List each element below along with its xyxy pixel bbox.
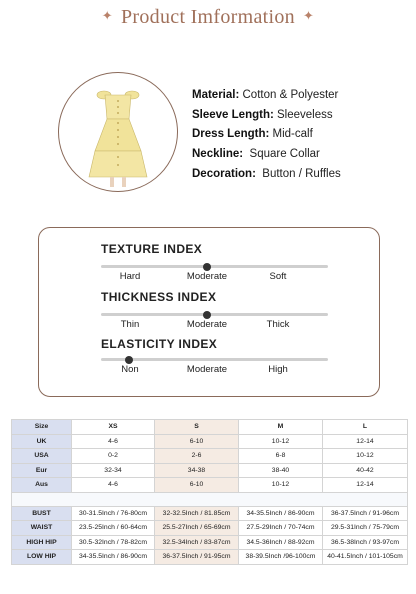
thickness-label-low: Thin: [120, 319, 140, 330]
texture-index-knob: [203, 263, 211, 271]
table-cell: 38-39.5Inch /96-100cm: [239, 550, 323, 565]
thickness-label-high: Thick: [266, 319, 290, 330]
info-key: Sleeve Length:: [192, 108, 274, 121]
table-row: [12, 434, 408, 449]
table-cell: 10-12: [239, 434, 323, 449]
table-cell: 40-41.5Inch / 101-105cm: [323, 550, 408, 565]
table-spacer-cell: [12, 492, 408, 506]
table-cell: 36-37.5Inch / 91-96cm: [323, 506, 408, 521]
table-cell: L: [323, 420, 408, 435]
thickness-index-knob: [203, 311, 211, 319]
table-cell: 6-10: [155, 434, 239, 449]
texture-label-low: Hard: [119, 271, 141, 282]
table-cell: 34-35.5Inch / 86-90cm: [72, 550, 155, 565]
texture-index-title: TEXTURE INDEX: [101, 242, 203, 256]
info-value: Mid-calf: [272, 128, 313, 141]
thickness-index-title: THICKNESS INDEX: [101, 290, 217, 304]
star-icon-left: ✦: [101, 8, 113, 23]
table-cell: Eur: [12, 463, 72, 478]
table-cell: 29.5-31Inch / 75-79cm: [323, 521, 408, 536]
table-cell: 2-6: [155, 449, 239, 464]
info-row-sleeve-length: [192, 106, 341, 126]
info-row-material: [192, 86, 341, 106]
table-cell: 25.5-27Inch / 65-69cm: [155, 521, 239, 536]
table-header-row: [12, 420, 408, 435]
table-cell: 32-32.5Inch / 81.85cm: [155, 506, 239, 521]
thickness-label-mid: Moderate: [186, 319, 228, 330]
table-cell: Size: [12, 420, 72, 435]
table-cell: 38-40: [239, 463, 323, 478]
table-cell: 34-35.5Inch / 86-90cm: [239, 506, 323, 521]
product-info-list: [192, 86, 341, 184]
table-cell: M: [239, 420, 323, 435]
dress-illustration: [59, 73, 177, 191]
table-row: [12, 506, 408, 521]
table-cell: 10-12: [323, 449, 408, 464]
table-cell: 0-2: [72, 449, 155, 464]
elasticity-index-track: [101, 358, 328, 361]
table-cell: 10-12: [239, 478, 323, 493]
table-cell: 34.5-36Inch / 88-92cm: [239, 535, 323, 550]
table-spacer-row: [12, 492, 408, 506]
elasticity-index-knob: [125, 356, 133, 364]
size-chart-table: [11, 419, 408, 565]
info-value: Button / Ruffles: [262, 167, 341, 180]
table-cell: Aus: [12, 478, 72, 493]
table-row: [12, 463, 408, 478]
table-cell: WAIST: [12, 521, 72, 536]
table-row: [12, 550, 408, 565]
table-cell: 30.5-32Inch / 78-82cm: [72, 535, 155, 550]
info-value: Sleeveless: [277, 108, 333, 121]
table-row: [12, 478, 408, 493]
table-row: [12, 449, 408, 464]
table-cell: LOW HIP: [12, 550, 72, 565]
elasticity-label-low: Non: [121, 364, 139, 375]
table-cell: UK: [12, 434, 72, 449]
texture-label-high: Soft: [269, 271, 287, 282]
texture-label-mid: Moderate: [186, 271, 228, 282]
info-row-neckline: [192, 145, 341, 165]
elasticity-label-mid: Moderate: [186, 364, 228, 375]
table-row: [12, 535, 408, 550]
info-row-dress-length: [192, 125, 341, 145]
table-cell: 36.5-38Inch / 93-97cm: [323, 535, 408, 550]
table-cell: 12-14: [323, 434, 408, 449]
table-cell: BUST: [12, 506, 72, 521]
table-cell: USA: [12, 449, 72, 464]
info-value: Cotton & Polyester: [242, 89, 339, 101]
info-key: Decoration:: [192, 167, 256, 180]
info-row-decoration: [192, 165, 341, 185]
table-cell: S: [155, 420, 239, 435]
table-cell: XS: [72, 420, 155, 435]
star-icon-right: ✦: [303, 8, 315, 23]
table-cell: 30-31.5Inch / 76-80cm: [72, 506, 155, 521]
page-title-text: Product Imformation: [120, 6, 295, 28]
table-cell: 4-6: [72, 478, 155, 493]
info-key: Material:: [192, 89, 240, 101]
elasticity-index-title: ELASTICITY INDEX: [101, 337, 218, 351]
table-cell: 34-38: [155, 463, 239, 478]
info-key: Neckline:: [192, 148, 244, 161]
thickness-index-track: [101, 313, 328, 316]
table-cell: 12-14: [323, 478, 408, 493]
table-cell: 6-10: [155, 478, 239, 493]
table-cell: 40-42: [323, 463, 408, 478]
info-key: Dress Length:: [192, 128, 270, 141]
info-value: Square Collar: [249, 148, 320, 161]
table-cell: 32-34: [72, 463, 155, 478]
table-cell: HIGH HIP: [12, 535, 72, 550]
table-row: [12, 521, 408, 536]
table-cell: 4-6: [72, 434, 155, 449]
page-title: [0, 6, 416, 29]
elasticity-label-high: High: [268, 364, 288, 375]
product-image: [58, 72, 178, 192]
table-cell: 32.5-34Inch / 83-87cm: [155, 535, 239, 550]
table-cell: 27.5-29Inch / 70-74cm: [239, 521, 323, 536]
table-cell: 23.5-25Inch / 60-64cm: [72, 521, 155, 536]
texture-index-track: [101, 265, 328, 268]
table-cell: 36-37.5Inch / 91-95cm: [155, 550, 239, 565]
table-cell: 6-8: [239, 449, 323, 464]
